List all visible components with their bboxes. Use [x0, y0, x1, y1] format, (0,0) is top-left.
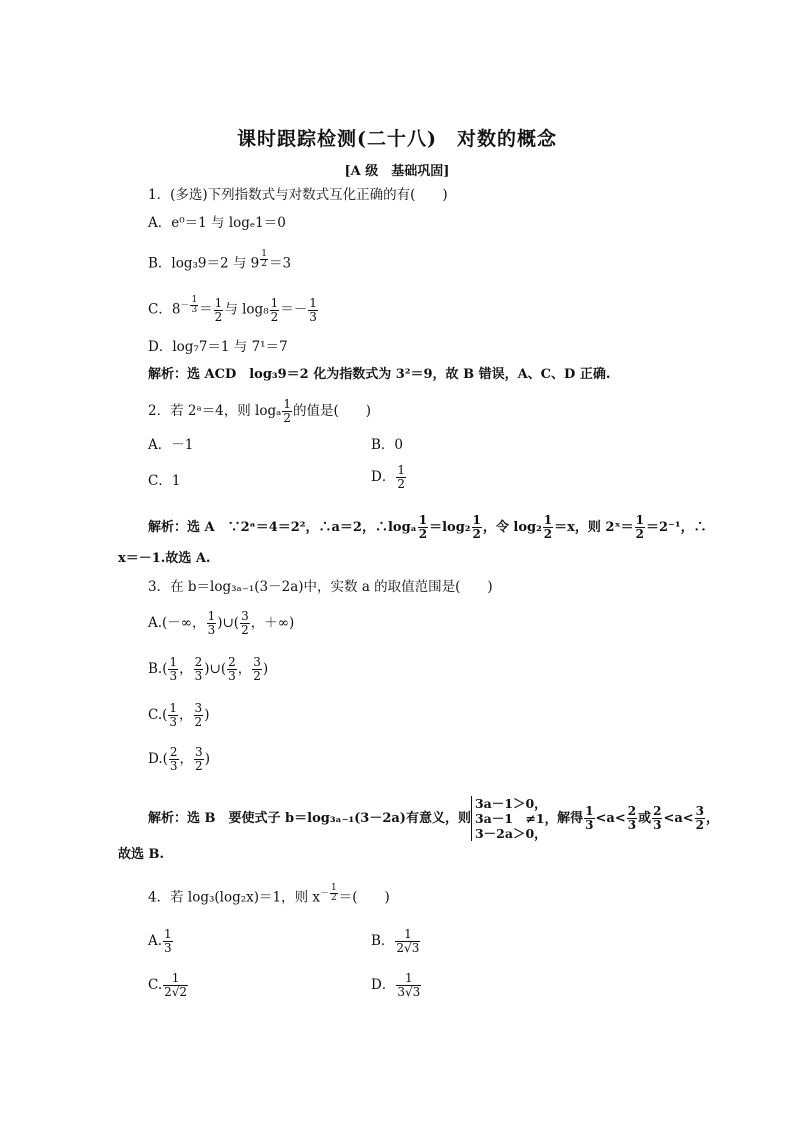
q2-analysis-b: ＝log₂: [429, 520, 471, 535]
frac-half: $\frac{1}{2}$: [418, 513, 428, 541]
q4-option-a: [148, 928, 174, 955]
q2-analysis-d: ＝x，则 2ˣ＝: [554, 520, 634, 535]
frac-third: $\frac{1}{3}$: [169, 655, 178, 683]
q4-option-c: [148, 972, 189, 999]
q1-option-d: D．log₇7＝1 与 7¹＝7: [148, 339, 288, 355]
q3-analysis-line2: 故选 B.: [118, 847, 165, 862]
q1-analysis: 解析：选 ACD log₃9＝2 化为指数式为 3²＝9，故 B 错误，A、C、D 正确.: [148, 367, 611, 382]
ineq-comma: ，: [706, 811, 720, 826]
q3-option-c: C.( $\frac{1}{3}$ ， $\frac{3}{2}$ ): [148, 701, 210, 729]
q4-c-label: C.: [148, 977, 163, 993]
frac-half: $\frac{1}{2}$: [214, 295, 223, 324]
q1-b-text: B．log₃9＝2 与 9: [148, 255, 260, 272]
neg-half-exponent: $\frac{1}{2}$: [331, 883, 337, 903]
frac-three-halves: $\frac{3}{2}$: [195, 745, 203, 773]
q2-stem-post: 的值是( ): [293, 403, 372, 419]
frac-two-thirds: $\frac{2}{3}$: [627, 804, 637, 832]
q4-a-label: A.: [148, 933, 163, 949]
q2-stem-pre: 2．若 2ᵃ＝4，则 logₐ: [148, 403, 282, 419]
q2-d-label: D．: [371, 469, 396, 485]
q1-option-b: [148, 250, 291, 273]
q1-stem: 1．(多选)下列指数式与对数式互化正确的有( ): [148, 187, 448, 203]
frac-three-halves: $\frac{3}{2}$: [695, 804, 705, 832]
inequality-system: [471, 796, 557, 841]
q1-b-result: ＝3: [269, 255, 292, 272]
frac-third: $\frac{1}{3}$: [585, 804, 594, 832]
q1-c-neg: ＝－: [280, 301, 308, 318]
frac-half: $\frac{1}{2}$: [543, 513, 553, 541]
q4-stem: 4．若 log₃(log₂x)＝1，则 $x^{- \frac{1}{2}}$ ＝( ): [148, 883, 390, 906]
system-row-3: 3－2a＞0，: [474, 826, 547, 841]
q1-option-a: A．e⁰＝1 与 logₑ1＝0: [148, 215, 286, 231]
system-row-2: 3a－1 ≠1，: [474, 811, 558, 826]
q2-analysis-line1: [148, 514, 707, 541]
q4-stem-post: ＝( ): [338, 889, 390, 906]
q2-option-c: C．1: [148, 473, 181, 489]
q4-option-d: [371, 972, 422, 999]
q3-c-pre: C.(: [148, 707, 168, 723]
frac-three-halves: $\frac{3}{2}$: [253, 655, 261, 683]
frac-three-halves: $\frac{3}{2}$: [194, 701, 203, 729]
q3-a-pre: A.(－∞，: [148, 615, 206, 631]
q2-option-b: B．0: [371, 437, 404, 453]
q3-option-b: B.( $\frac{1}{3}$ ， $\frac{2}{3}$ )∪( $\frac{2}{3}$ ， $\frac{3}{2}$ ): [148, 655, 269, 683]
q2-option-a: A．－1: [148, 437, 194, 453]
q3-analysis-post: 解得: [557, 811, 584, 826]
page-title: 课时跟踪检测(二十八) 对数的概念: [237, 128, 557, 150]
q3-a-post: ，＋∞): [250, 615, 295, 631]
frac-half: $\frac{1}{2}$: [635, 513, 644, 541]
q4-option-b: [371, 928, 421, 955]
q2-analysis-c: ，令 log₂: [482, 520, 542, 535]
q2-option-d: [371, 464, 407, 491]
frac-one-over-3rt3: $\frac{1}{3√3}$: [397, 971, 421, 999]
ineq-lt: <a<: [595, 811, 626, 826]
q3-stem: 3．在 b＝log₃ₐ₋₁(3－2a)中，实数 a 的取值范围是( ): [148, 579, 493, 595]
q2-stem: [148, 398, 371, 425]
frac-third: $\frac{1}{3}$: [309, 295, 317, 324]
ineq-or: 或: [638, 811, 652, 826]
q4-b-label: B．: [371, 933, 395, 949]
frac-one-over-2rt3: $\frac{1}{2√3}$: [396, 927, 420, 955]
q1-option-c: C．$8^{- \frac{1}{3}}$ ＝ $\frac{1}{2}$ 与 log₈ $\frac{1}{2}$ ＝－ $\frac{1}{3}$: [148, 295, 317, 324]
frac-third: $\frac{1}{3}$: [169, 701, 178, 729]
frac-third: $\frac{1}{3}$: [164, 927, 172, 955]
q3-option-a: [148, 610, 294, 637]
system-row-1: 3a－1＞0，: [474, 796, 547, 811]
frac-two-thirds: $\frac{2}{3}$: [169, 745, 178, 773]
q3-b-pre: B.(: [148, 661, 168, 677]
q3-analysis-line1: [148, 796, 719, 841]
neg-third-exponent: $\frac{1}{3}$: [191, 295, 198, 315]
section-level: [A 级 基础巩固]: [344, 164, 450, 179]
q3-a-mid: )∪(: [217, 615, 240, 631]
frac-two-thirds: $\frac{2}{3}$: [228, 655, 236, 683]
frac-third: $\frac{1}{3}$: [207, 609, 216, 637]
q2-analysis-a: 解析：选 A ∵2ᵃ＝4＝2²，∴a＝2，∴logₐ: [148, 520, 417, 535]
q3-analysis-pre: 解析：选 B 要使式子 b＝log₃ₐ₋₁(3－2a)有意义，则: [148, 811, 471, 826]
q1-c-eq: ＝: [199, 301, 213, 318]
frac-half: $\frac{1}{2}$: [472, 513, 481, 541]
frac-two-thirds: $\frac{2}{3}$: [194, 655, 203, 683]
ineq-lt: <a<: [663, 811, 694, 826]
frac-half: $\frac{1}{2}$: [283, 397, 291, 425]
q3-d-pre: D.(: [148, 751, 168, 767]
half-exponent: 1 2: [261, 249, 268, 269]
q4-d-label: D．: [371, 977, 396, 993]
frac-half: $\frac{1}{2}$: [270, 295, 279, 324]
frac-half: $\frac{1}{2}$: [397, 463, 405, 491]
q4-stem-pre: 4．若 log₃(log₂x)＝1，则 x: [148, 889, 321, 906]
q3-option-d: D.( $\frac{2}{3}$ ， $\frac{3}{2}$ ): [148, 745, 210, 773]
frac-two-thirds: $\frac{2}{3}$: [653, 804, 662, 832]
q1-c-log: 与 log₈: [224, 301, 269, 318]
q2-analysis-e: ＝2⁻¹，∴: [646, 520, 707, 535]
q1-c-base: C．8: [148, 301, 181, 318]
q2-analysis-line2: x＝－1.故选 A.: [118, 551, 211, 566]
frac-three-halves: $\frac{3}{2}$: [241, 609, 249, 637]
frac-one-over-2rt2: $\frac{1}{2√2}$: [164, 971, 188, 999]
